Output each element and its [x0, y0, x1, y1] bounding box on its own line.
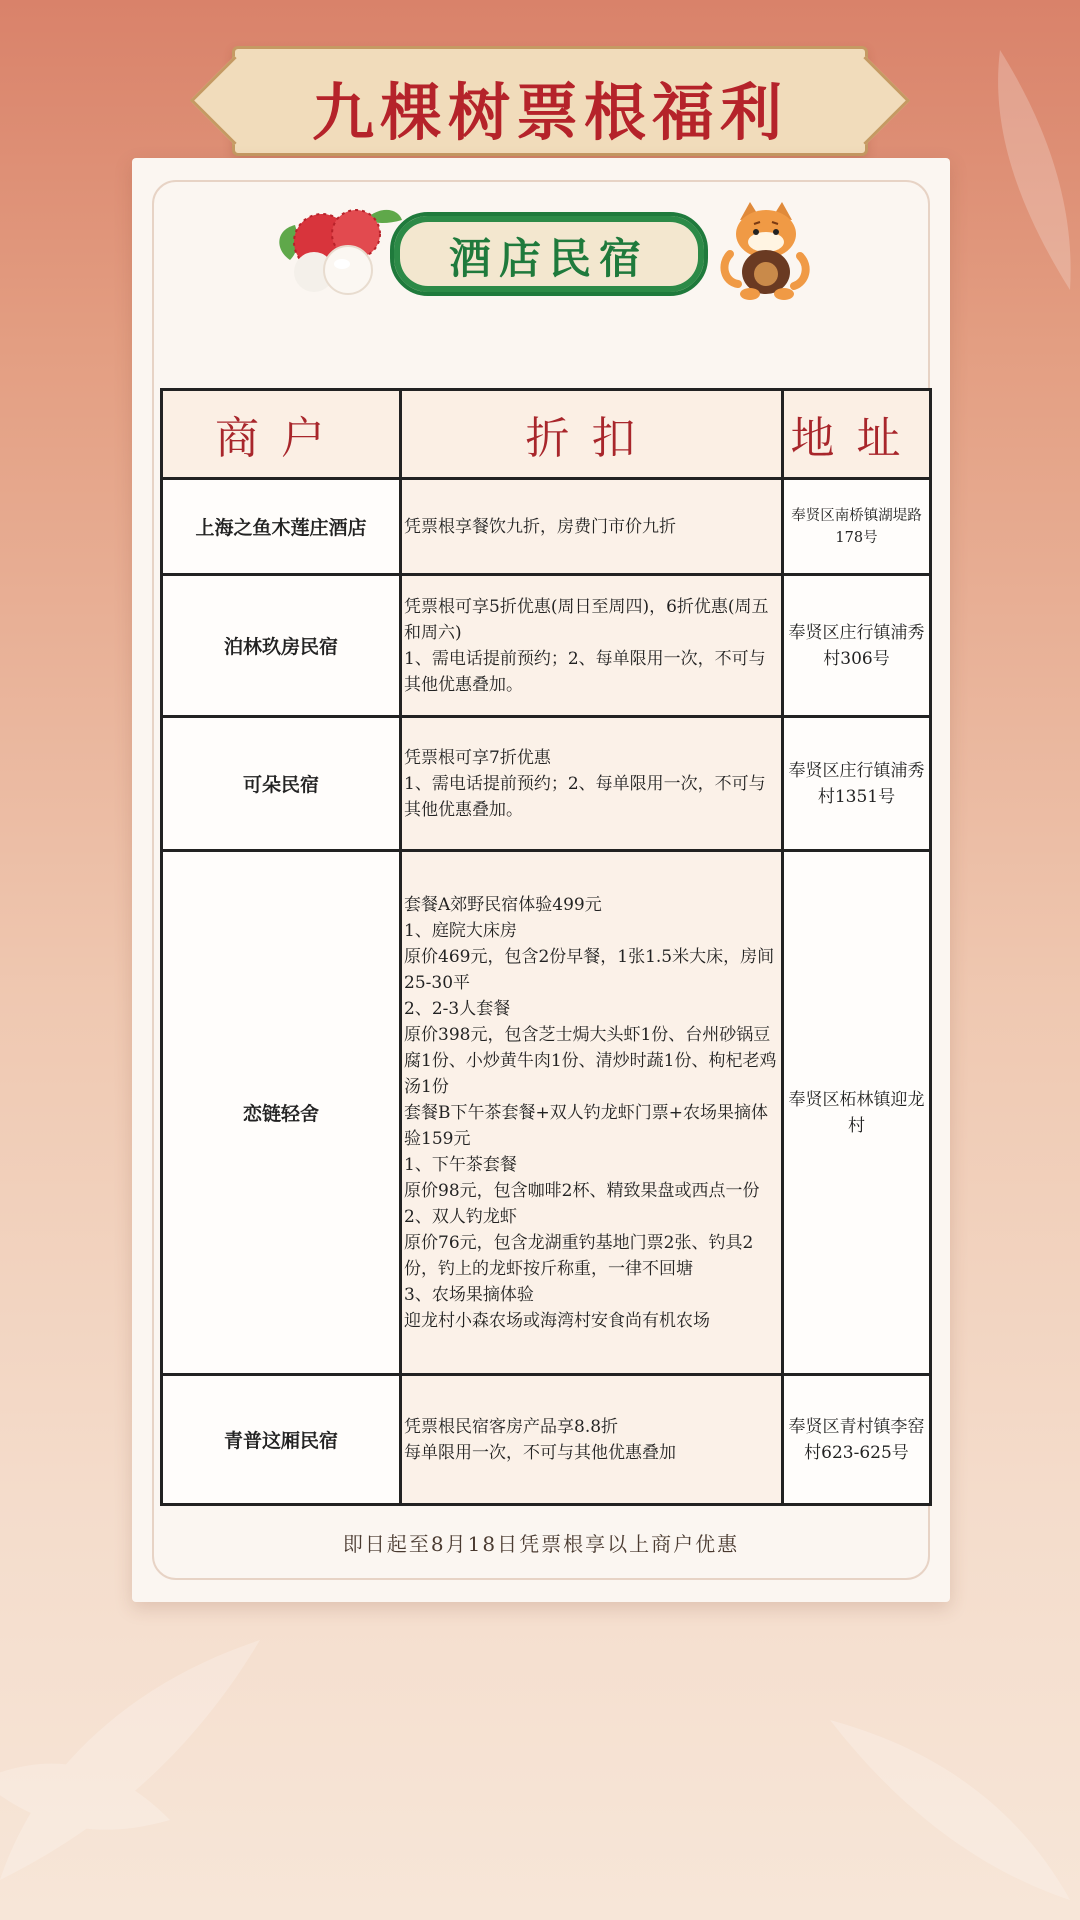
footer-note: 即日起至8月18日凭票根享以上商户优惠 [342, 1532, 740, 1556]
title-banner [232, 46, 868, 156]
table-row [162, 575, 931, 717]
decorative-leaf-icon [820, 1660, 1080, 1920]
table-header-row [162, 390, 931, 479]
section-title-pill [390, 212, 708, 296]
discount-text: 凭票根可享5折优惠(周日至周四)，6折优惠(周五和周六) 1、需电话提前预约；2、每单限用一次，不可与其他优惠叠加。 [401, 575, 783, 717]
section-title: 酒店民宿 [448, 234, 649, 283]
header-address: 地址 [783, 390, 931, 479]
address-text: 奉贤区青村镇李窑村623-625号 [783, 1375, 931, 1505]
discount-text: 凭票根享餐饮九折，房费门市价九折 [401, 479, 783, 575]
discount-table [160, 388, 932, 1506]
section-header [280, 206, 820, 306]
merchant-name: 可朵民宿 [162, 717, 401, 851]
tiger-mascot-icon [710, 192, 820, 302]
address-text: 奉贤区庄行镇浦秀村306号 [783, 575, 931, 717]
discount-text: 套餐A郊野民宿体验499元 1、庭院大床房 原价469元，包含2份早餐，1张1.5米大床，房间25-30平 2、2-3人套餐 原价398元，包含芝士焗大头虾1份、台州砂锅豆腐1份、小炒黄牛肉1份、清炒时蔬1份、枸杞老鸡汤1份 套餐B下午茶套餐+双人钓龙虾门票+农场果摘体验159元 1、下午茶套餐 原价98元，包含咖啡2杯、精致果盘或西点一份 2、双人钓龙虾 原价76元，包含龙湖重钓基地门票2张、钓具2份，钓上的龙虾按斤称重，一律不回塘 3、农场果摘体验 迎龙村小森农场或海湾村安食尚有机农场 [401, 851, 783, 1375]
table-row [162, 1375, 931, 1505]
discount-text: 凭票根可享7折优惠 1、需电话提前预约；2、每单限用一次，不可与其他优惠叠加。 [401, 717, 783, 851]
header-merchant: 商户 [162, 390, 401, 479]
address-text: 奉贤区柘林镇迎龙村 [783, 851, 931, 1375]
discount-text: 凭票根民宿客房产品享8.8折 每单限用一次，不可与其他优惠叠加 [401, 1375, 783, 1505]
page-title: 九棵树票根福利 [311, 76, 788, 149]
lychee-icon [270, 190, 410, 300]
decorative-leaf-icon [0, 1600, 280, 1920]
address-text: 奉贤区庄行镇浦秀村1351号 [783, 717, 931, 851]
merchant-name: 上海之鱼木莲庄酒店 [162, 479, 401, 575]
table-row [162, 717, 931, 851]
merchant-name: 青普这厢民宿 [162, 1375, 401, 1505]
address-text: 奉贤区南桥镇湖堤路178号 [783, 479, 931, 575]
header-discount: 折扣 [401, 390, 783, 479]
table-row [162, 851, 931, 1375]
merchant-name: 恋链轻舍 [162, 851, 401, 1375]
table-row [162, 479, 931, 575]
merchant-name: 泊林玖房民宿 [162, 575, 401, 717]
